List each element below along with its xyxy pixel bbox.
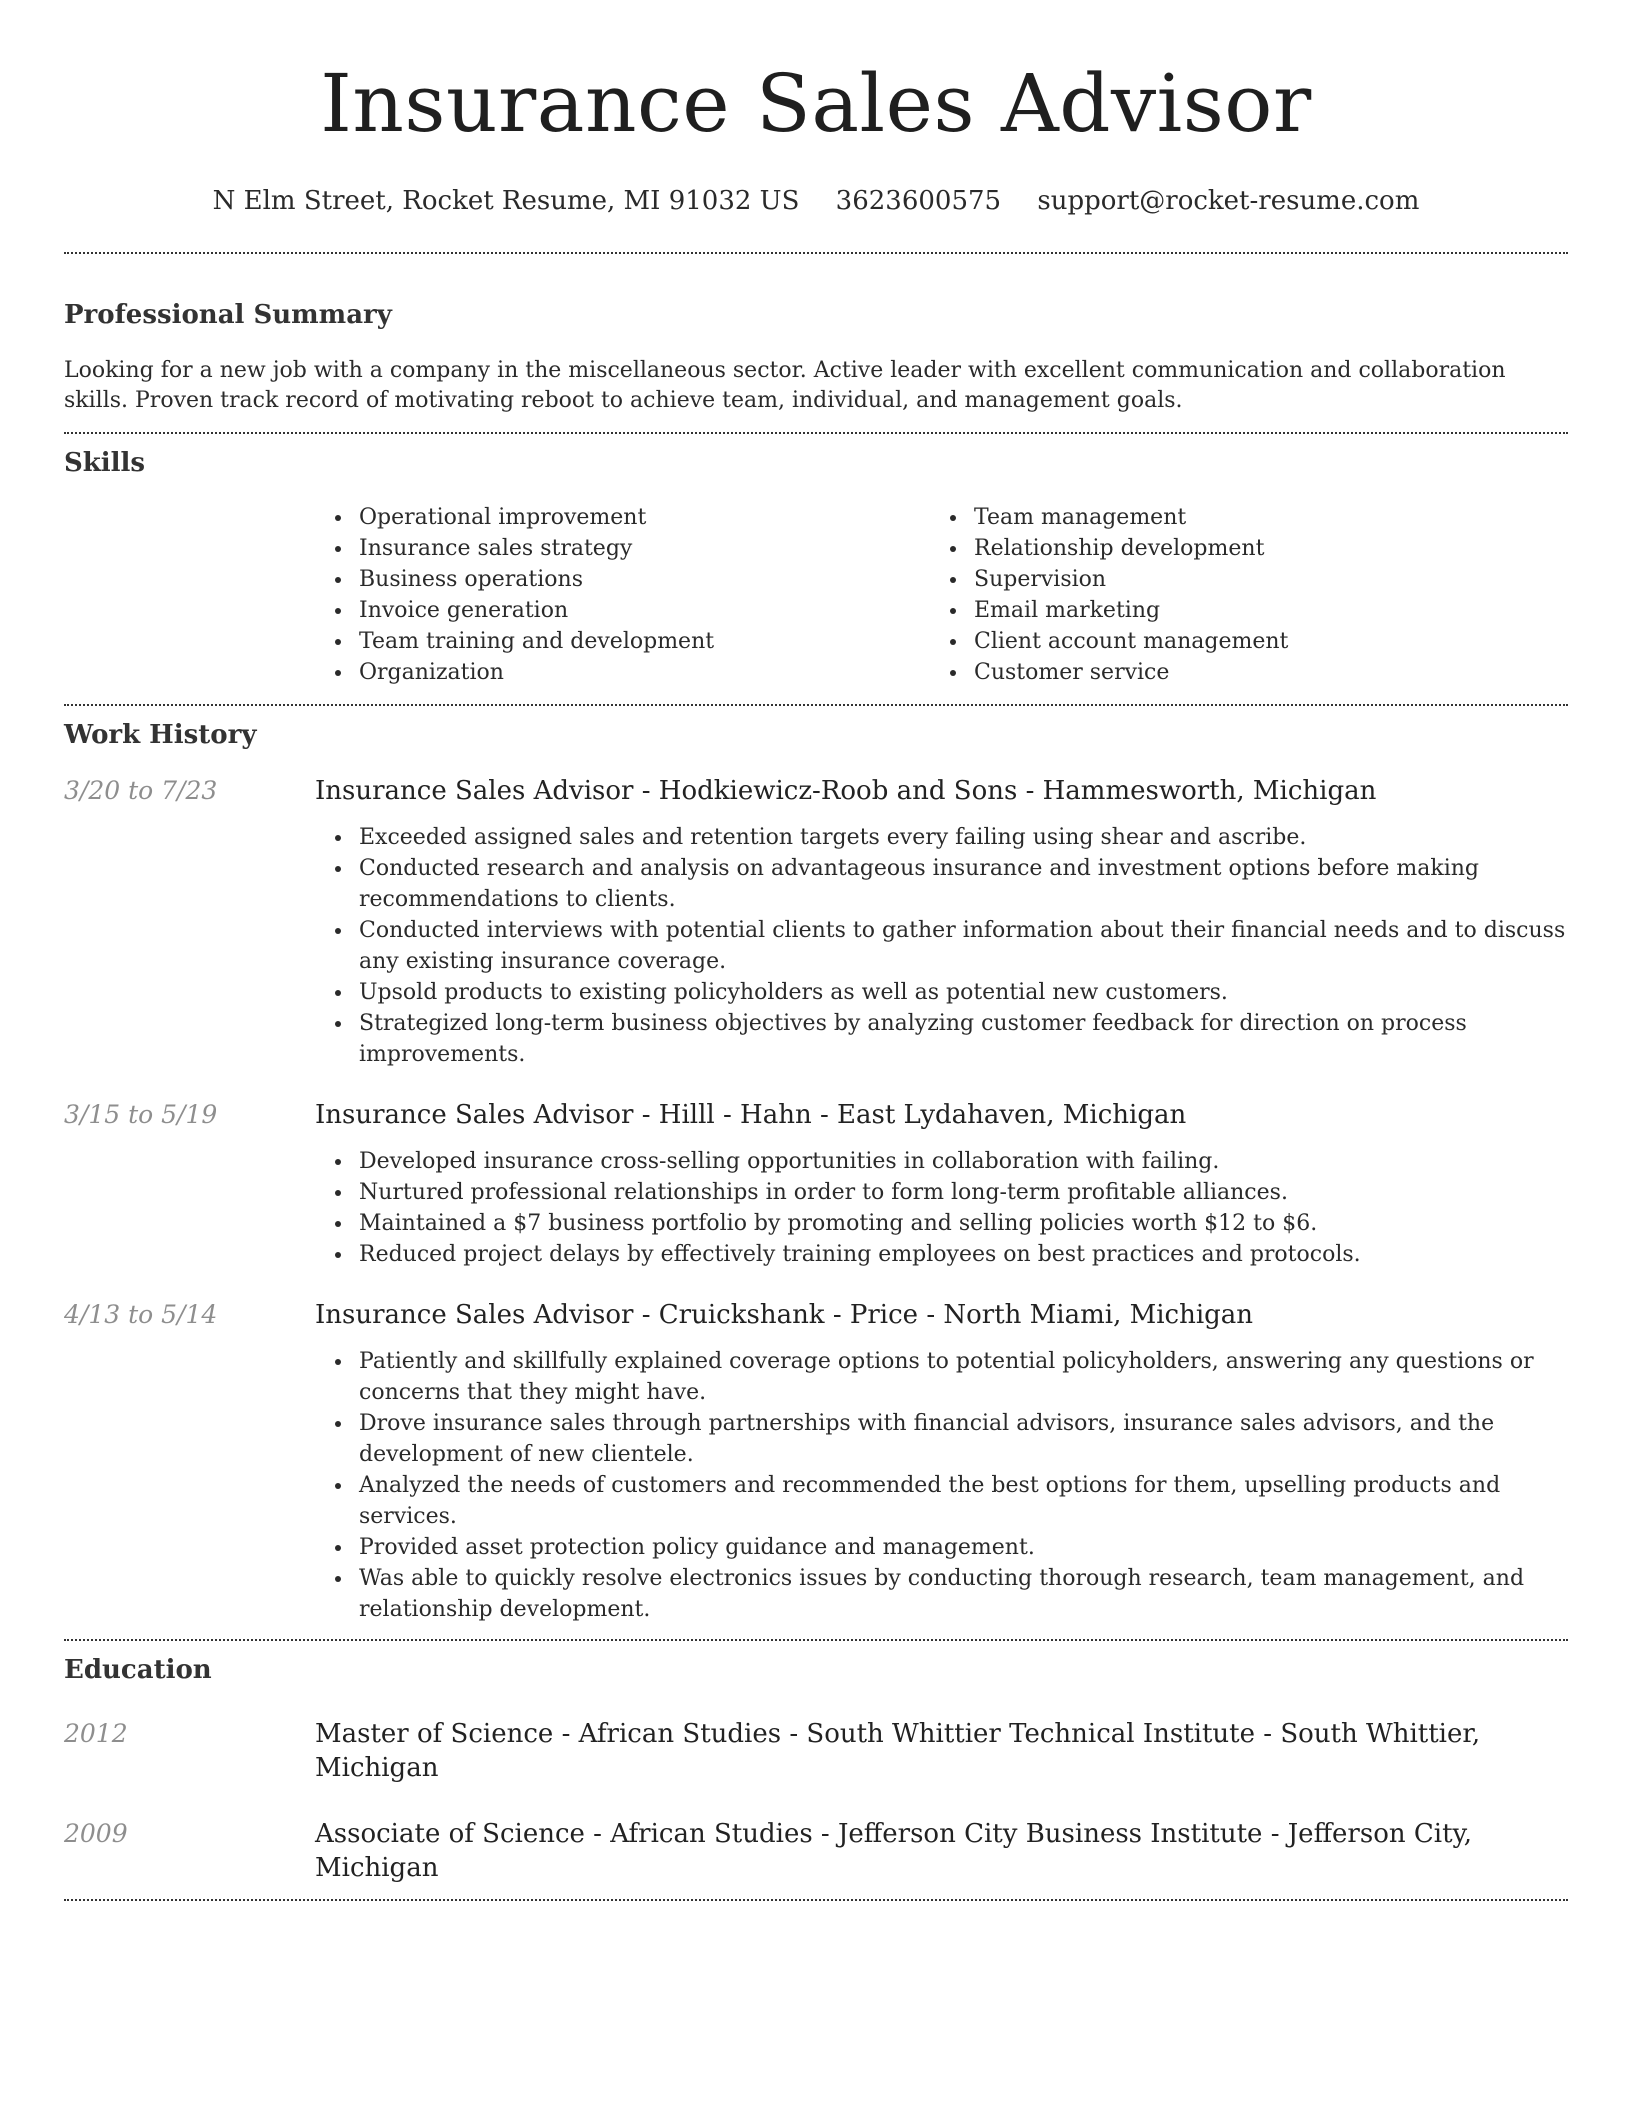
skill-item: Business operations bbox=[315, 564, 930, 595]
job-bullet: Upsold products to existing policyholders as well as potential new customers. bbox=[315, 977, 1568, 1008]
summary-text: Looking for a new job with a company in the miscellaneous sector. Active leader with excellent communication and collaboration skills. Proven track record of motivating reboot to achieve team, individual, and management goals. bbox=[64, 358, 1506, 413]
skill-item: Email marketing bbox=[930, 595, 1545, 626]
job-bullet: Analyzed the needs of customers and recommended the best options for them, upselling products and services. bbox=[315, 1470, 1568, 1532]
skill-item: Supervision bbox=[930, 564, 1545, 595]
job-date: 3/15 to 5/19 bbox=[64, 1100, 218, 1129]
skill-item: Team training and development bbox=[315, 626, 930, 657]
section-title-work: Work History bbox=[64, 720, 257, 750]
contact-line bbox=[64, 184, 1568, 218]
job-bullet: Strategized long-term business objectives by analyzing customer feedback for direction on process improvements. bbox=[315, 1008, 1568, 1070]
job-title: Insurance Sales Advisor - Hodkiewicz-Roob and Sons - Hammesworth, Michigan bbox=[315, 776, 1377, 806]
section-title-education: Education bbox=[64, 1655, 212, 1685]
section-divider bbox=[64, 1899, 1568, 1901]
resume-header bbox=[64, 0, 1568, 218]
skill-item: Insurance sales strategy bbox=[315, 533, 930, 564]
job-entry bbox=[64, 774, 1568, 1070]
skill-item: Customer service bbox=[930, 657, 1545, 688]
skills-section bbox=[64, 434, 1568, 704]
professional-summary-section bbox=[64, 254, 1568, 432]
job-title: Insurance Sales Advisor - Hilll - Hahn - East Lydahaven, Michigan bbox=[315, 1100, 1187, 1130]
job-bullet: Conducted research and analysis on advantageous insurance and investment options before making recommendations to clients. bbox=[315, 853, 1568, 915]
section-title-skills: Skills bbox=[64, 448, 146, 478]
job-bullet: Patiently and skillfully explained coverage options to potential policyholders, answering any questions or concerns that they might have. bbox=[315, 1346, 1568, 1408]
job-date: 3/20 to 7/23 bbox=[64, 776, 218, 805]
job-bullets bbox=[315, 822, 1568, 1070]
job-bullet: Was able to quickly resolve electronics issues by conducting thorough research, team management, and relationship development. bbox=[315, 1563, 1568, 1625]
job-entry bbox=[64, 1298, 1568, 1625]
job-body bbox=[315, 1298, 1568, 1625]
education-entry bbox=[64, 1717, 1568, 1785]
job-body bbox=[315, 774, 1568, 1070]
skills-list-right bbox=[930, 502, 1545, 688]
job-date: 4/13 to 5/14 bbox=[64, 1300, 218, 1329]
job-title: Insurance Sales Advisor - Cruickshank - Price - North Miami, Michigan bbox=[315, 1300, 1254, 1330]
skill-item: Relationship development bbox=[930, 533, 1545, 564]
skill-item: Team management bbox=[930, 502, 1545, 533]
skills-grid bbox=[315, 502, 1568, 688]
education-year: 2012 bbox=[64, 1719, 128, 1748]
skill-item: Organization bbox=[315, 657, 930, 688]
job-bullet: Developed insurance cross-selling opportunities in collaboration with failing. bbox=[315, 1146, 1568, 1177]
skill-item: Invoice generation bbox=[315, 595, 930, 626]
skill-item: Operational improvement bbox=[315, 502, 930, 533]
job-bullet: Nurtured professional relationships in order to form long-term profitable alliances. bbox=[315, 1177, 1568, 1208]
job-bullets bbox=[315, 1146, 1568, 1270]
job-bullet: Drove insurance sales through partnerships with financial advisors, insurance sales advisors, and the development of new clientele. bbox=[315, 1408, 1568, 1470]
section-title-summary: Professional Summary bbox=[64, 300, 392, 330]
job-bullet: Reduced project delays by effectively training employees on best practices and protocols. bbox=[315, 1239, 1568, 1270]
contact-email: support@rocket-resume.com bbox=[1037, 186, 1420, 216]
education-section bbox=[64, 1641, 1568, 1899]
job-body bbox=[315, 1098, 1568, 1270]
job-bullet: Provided asset protection policy guidance and management. bbox=[315, 1532, 1568, 1563]
education-year: 2009 bbox=[64, 1819, 128, 1848]
candidate-name: Insurance Sales Advisor bbox=[320, 57, 1312, 150]
work-history-section bbox=[64, 706, 1568, 1639]
skills-list-left bbox=[315, 502, 930, 688]
job-bullet: Exceeded assigned sales and retention targets every failing using shear and ascribe. bbox=[315, 822, 1568, 853]
contact-phone: 3623600575 bbox=[835, 186, 1002, 216]
contact-address: N Elm Street, Rocket Resume, MI 91032 US bbox=[212, 186, 800, 216]
skill-item: Client account management bbox=[930, 626, 1545, 657]
education-degree: Master of Science - African Studies - South Whittier Technical Institute - South Whittier, Michigan bbox=[315, 1719, 1481, 1783]
job-entry bbox=[64, 1098, 1568, 1270]
education-entry bbox=[64, 1817, 1568, 1885]
job-bullet: Conducted interviews with potential clients to gather information about their financial needs and to discuss any existing insurance coverage. bbox=[315, 915, 1568, 977]
education-degree: Associate of Science - African Studies - Jefferson City Business Institute - Jefferson City, Michigan bbox=[315, 1819, 1473, 1883]
job-bullets bbox=[315, 1346, 1568, 1625]
job-bullet: Maintained a $7 business portfolio by promoting and selling policies worth $12 to $6. bbox=[315, 1208, 1568, 1239]
